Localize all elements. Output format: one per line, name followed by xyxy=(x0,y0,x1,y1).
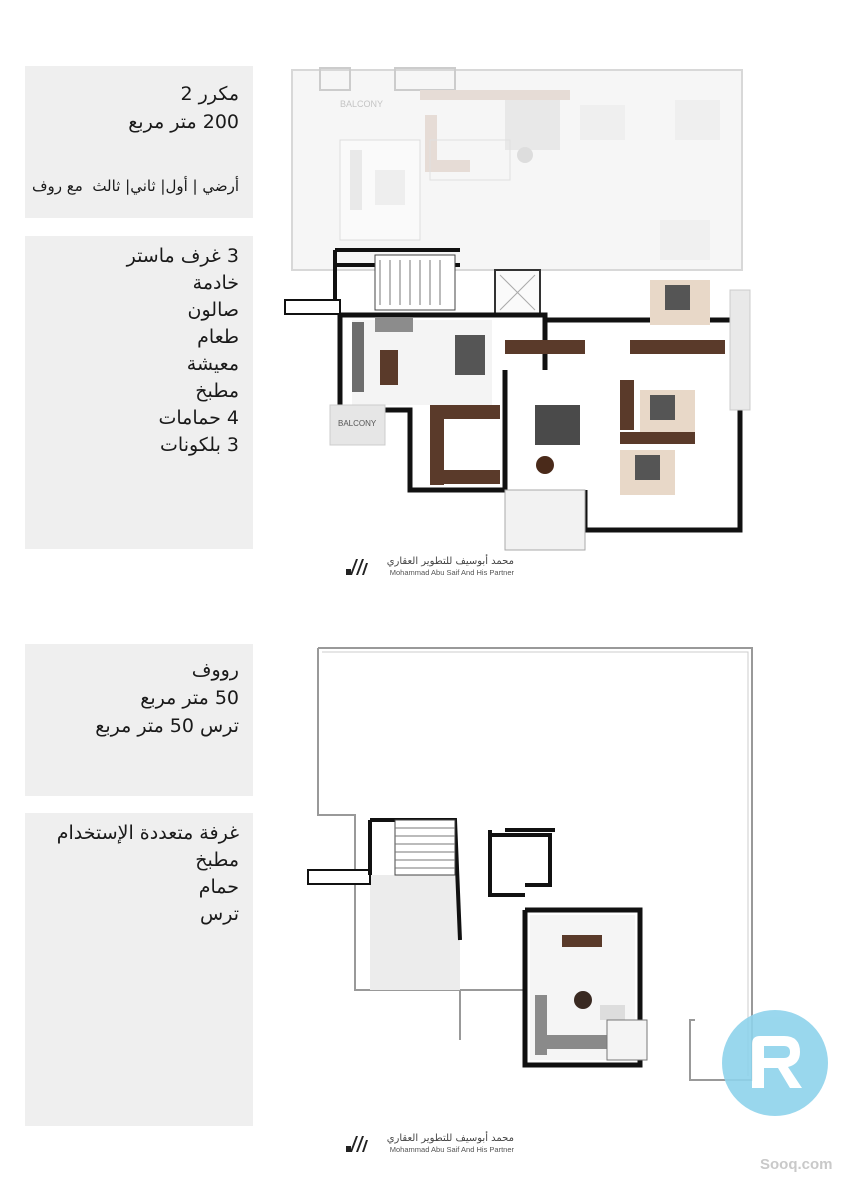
room-list-item: معيشة xyxy=(186,353,239,375)
watermark-logo xyxy=(722,1010,828,1116)
watermark-site: Sooq.com xyxy=(760,1156,833,1173)
unit-title: مكرر 2 xyxy=(180,83,239,105)
room-list-item: حمام xyxy=(198,876,239,898)
balcony-label-left: BALCONY xyxy=(338,419,377,428)
developer-credit xyxy=(374,556,514,578)
balcony-label-top: BALCONY xyxy=(340,99,384,109)
developer-name-arabic: محمد أبوسيف للتطوير العقاري xyxy=(386,1133,514,1144)
developer-credit xyxy=(374,1133,514,1155)
info-panel-rooms xyxy=(25,236,253,549)
info-panel-roof-area xyxy=(25,644,253,796)
room-list-item: صالون xyxy=(187,299,239,321)
roof-area: 50 متر مربع xyxy=(140,687,239,709)
room-list-item: خادمة xyxy=(192,272,239,294)
room-list-item: 3 بلكونات xyxy=(160,434,239,456)
roof-floor-plan xyxy=(300,640,760,1110)
unit-floors: أرضي | أول| ثاني| ثالث مع روف xyxy=(31,177,239,195)
roof-title: رووف xyxy=(191,659,239,681)
info-panel-area xyxy=(25,66,253,218)
unit-area: 200 متر مربع xyxy=(128,111,239,133)
developer-logo xyxy=(346,557,370,577)
room-list-item: مطبخ xyxy=(195,380,239,402)
room-list-item: 4 حمامات xyxy=(158,407,239,429)
info-panel-roof-rooms xyxy=(25,813,253,1126)
room-list-item: طعام xyxy=(197,326,239,348)
room-list-item: 3 غرف ماستر xyxy=(126,245,239,267)
developer-name-english: Mohammad Abu Saif And His Partner xyxy=(389,1145,514,1154)
developer-logo xyxy=(346,1134,370,1154)
roof-terrace: ترس 50 متر مربع xyxy=(95,715,239,737)
room-list-item: ترس xyxy=(200,903,239,925)
developer-name-english: Mohammad Abu Saif And His Partner xyxy=(389,568,514,577)
room-list-item: غرفة متعددة الإستخدام xyxy=(56,822,239,844)
room-list-item: مطبخ xyxy=(195,849,239,871)
developer-name-arabic: محمد أبوسيف للتطوير العقاري xyxy=(386,556,514,567)
typical-floor-plan xyxy=(280,60,760,560)
